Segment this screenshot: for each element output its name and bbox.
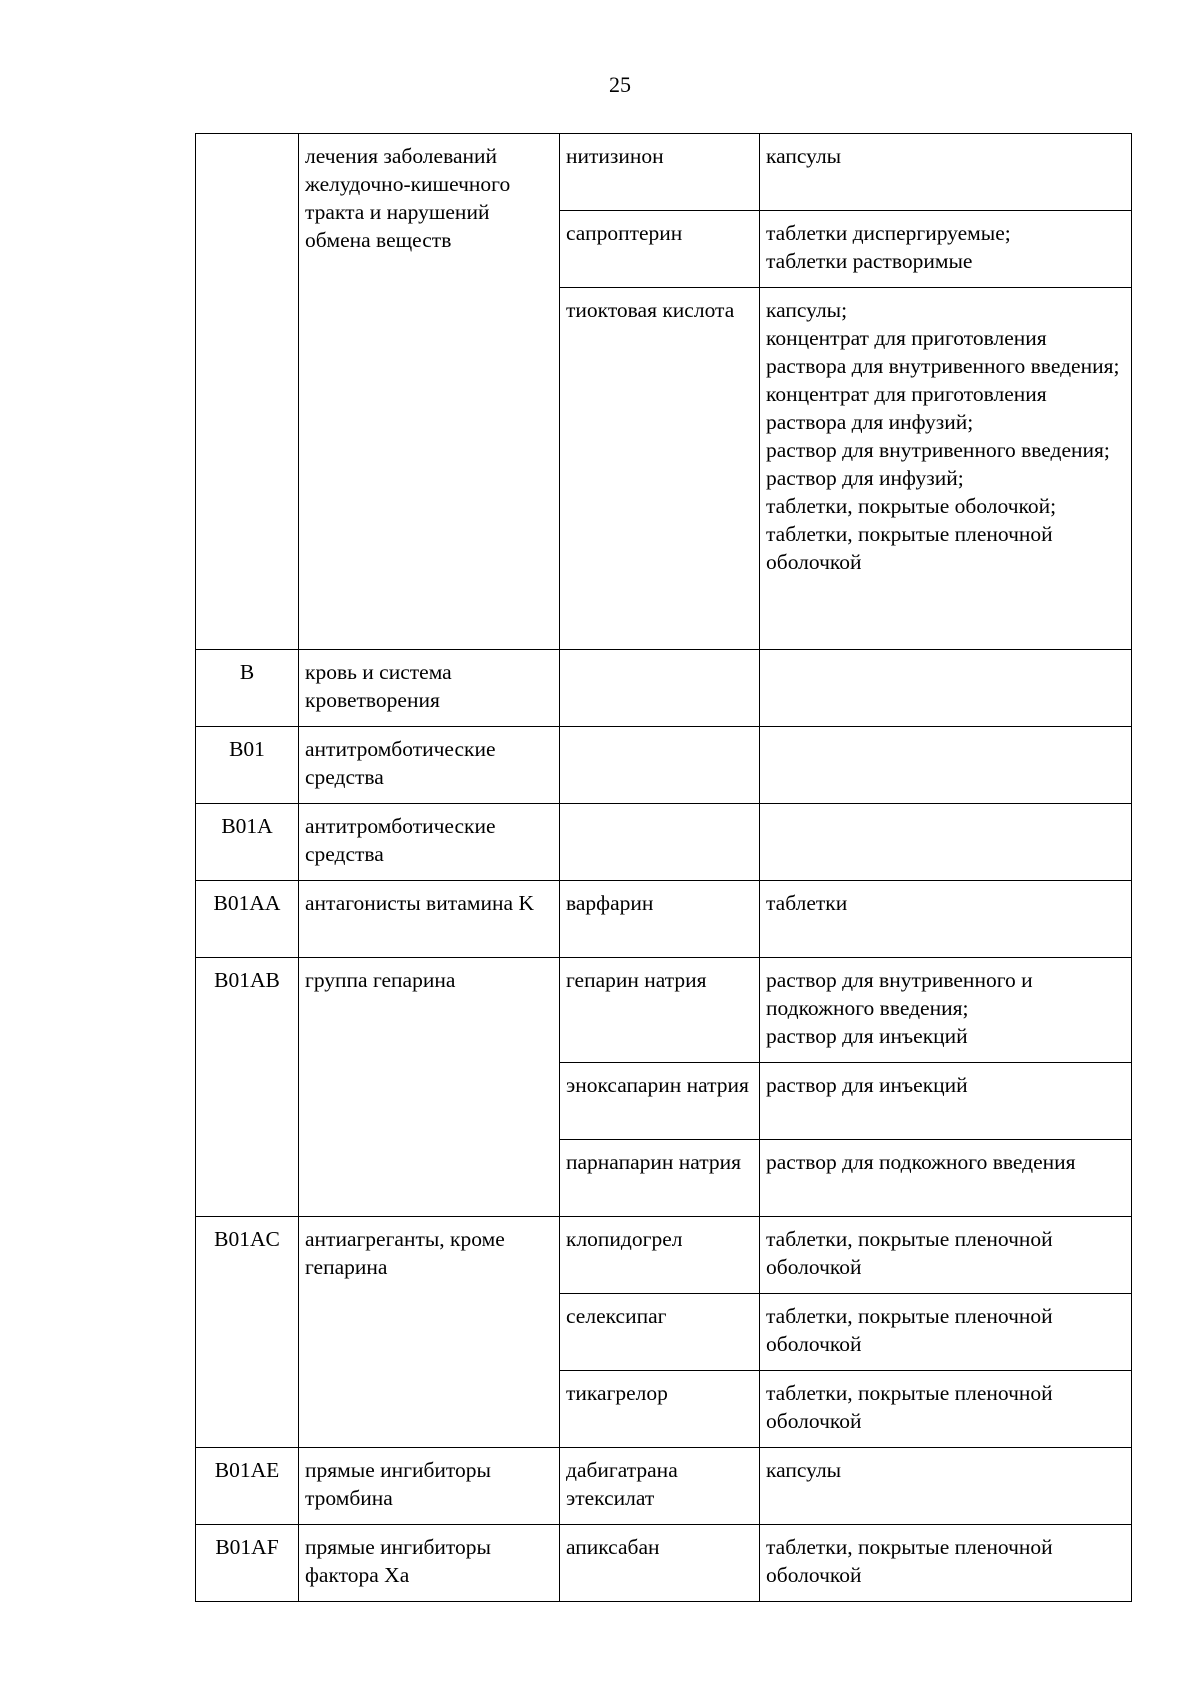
drug-name-cell: нитизинон <box>560 134 760 211</box>
dosage-form: концентрат для приготовления раствора для внутривенного введения; <box>766 326 1120 378</box>
atc-code-cell <box>196 134 299 650</box>
dosage-form: раствор для внутривенного и подкожного введения; <box>766 968 1033 1020</box>
drug-name-cell: апиксабан <box>560 1525 760 1602</box>
dosage-form: раствор для инъекций <box>766 1073 968 1097</box>
group-name-cell: кровь и система кроветворения <box>299 650 560 727</box>
dosage-forms-cell <box>760 288 1132 650</box>
dosage-forms-cell <box>760 1525 1132 1602</box>
dosage-form: раствор для внутривенного введения; <box>766 438 1110 462</box>
drug-name-cell <box>560 650 760 727</box>
drug-name-cell: дабигатрана этексилат <box>560 1448 760 1525</box>
dosage-form: таблетки, покрытые пленочной оболочкой <box>766 1304 1053 1356</box>
dosage-form: таблетки, покрытые пленочной оболочкой <box>766 1227 1053 1279</box>
group-name-cell: лечения заболеваний желудочно-кишечного тракта и нарушений обмена веществ <box>299 134 560 650</box>
drug-name-cell: тикагрелор <box>560 1371 760 1448</box>
dosage-form: таблетки, покрытые пленочной оболочкой <box>766 522 1053 574</box>
dosage-forms-cell <box>760 1063 1132 1140</box>
dosage-form: таблетки, покрытые пленочной оболочкой <box>766 1535 1053 1587</box>
table-row <box>196 727 1132 804</box>
table-row <box>196 804 1132 881</box>
dosage-form: раствор для подкожного введения <box>766 1150 1076 1174</box>
dosage-forms-cell <box>760 1371 1132 1448</box>
dosage-forms-cell <box>760 134 1132 211</box>
atc-code-cell: B01AC <box>196 1217 299 1448</box>
dosage-forms-cell <box>760 1294 1132 1371</box>
drug-name-cell: сапроптерин <box>560 211 760 288</box>
table-body <box>196 134 1132 1602</box>
atc-code-cell: B01AA <box>196 881 299 958</box>
dosage-forms-cell <box>760 727 1132 804</box>
dosage-form: таблетки диспергируемые; <box>766 221 1011 245</box>
table-row <box>196 1217 1132 1294</box>
drug-table <box>195 133 1132 1602</box>
dosage-form: капсулы; <box>766 298 848 322</box>
table-row <box>196 881 1132 958</box>
dosage-forms-cell <box>760 804 1132 881</box>
table-row <box>196 134 1132 211</box>
table-row <box>196 650 1132 727</box>
drug-name-cell: парнапарин натрия <box>560 1140 760 1217</box>
dosage-form: таблетки растворимые <box>766 249 973 273</box>
group-name-cell: прямые ингибиторы тромбина <box>299 1448 560 1525</box>
dosage-forms-cell <box>760 881 1132 958</box>
dosage-form: раствор для инфузий; <box>766 466 964 490</box>
table-row <box>196 1525 1132 1602</box>
atc-code-cell: B01AF <box>196 1525 299 1602</box>
atc-code-cell: B01 <box>196 727 299 804</box>
dosage-forms-cell <box>760 211 1132 288</box>
drug-name-cell <box>560 727 760 804</box>
drug-name-cell: клопидогрел <box>560 1217 760 1294</box>
group-name-cell: антитромботические средства <box>299 804 560 881</box>
dosage-forms-cell <box>760 1448 1132 1525</box>
table-row <box>196 958 1132 1063</box>
group-name-cell: прямые ингибиторы фактора Xa <box>299 1525 560 1602</box>
dosage-form: капсулы <box>766 1458 842 1482</box>
page-number: 25 <box>609 72 631 97</box>
group-name-cell: антагонисты витамина K <box>299 881 560 958</box>
drug-name-cell: тиоктовая кислота <box>560 288 760 650</box>
dosage-form: раствор для инъекций <box>766 1024 968 1048</box>
atc-code-cell: B01AE <box>196 1448 299 1525</box>
atc-code-cell: B01AB <box>196 958 299 1217</box>
dosage-forms-cell <box>760 958 1132 1063</box>
drug-name-cell: эноксапарин натрия <box>560 1063 760 1140</box>
group-name-cell: антиагреганты, кроме гепарина <box>299 1217 560 1448</box>
drug-name-cell: гепарин натрия <box>560 958 760 1063</box>
group-name-cell: группа гепарина <box>299 958 560 1217</box>
dosage-form: концентрат для приготовления раствора для инфузий; <box>766 382 1047 434</box>
dosage-form: таблетки <box>766 891 848 915</box>
dosage-form: таблетки, покрытые пленочной оболочкой <box>766 1381 1053 1433</box>
group-name-cell: антитромботические средства <box>299 727 560 804</box>
dosage-forms-cell <box>760 650 1132 727</box>
dosage-forms-cell <box>760 1217 1132 1294</box>
atc-code-cell: B <box>196 650 299 727</box>
table-row <box>196 1448 1132 1525</box>
dosage-form: капсулы <box>766 144 842 168</box>
drug-name-cell: варфарин <box>560 881 760 958</box>
drug-name-cell <box>560 804 760 881</box>
dosage-form: таблетки, покрытые оболочкой; <box>766 494 1057 518</box>
atc-code-cell: B01A <box>196 804 299 881</box>
drug-name-cell: селексипаг <box>560 1294 760 1371</box>
dosage-forms-cell <box>760 1140 1132 1217</box>
